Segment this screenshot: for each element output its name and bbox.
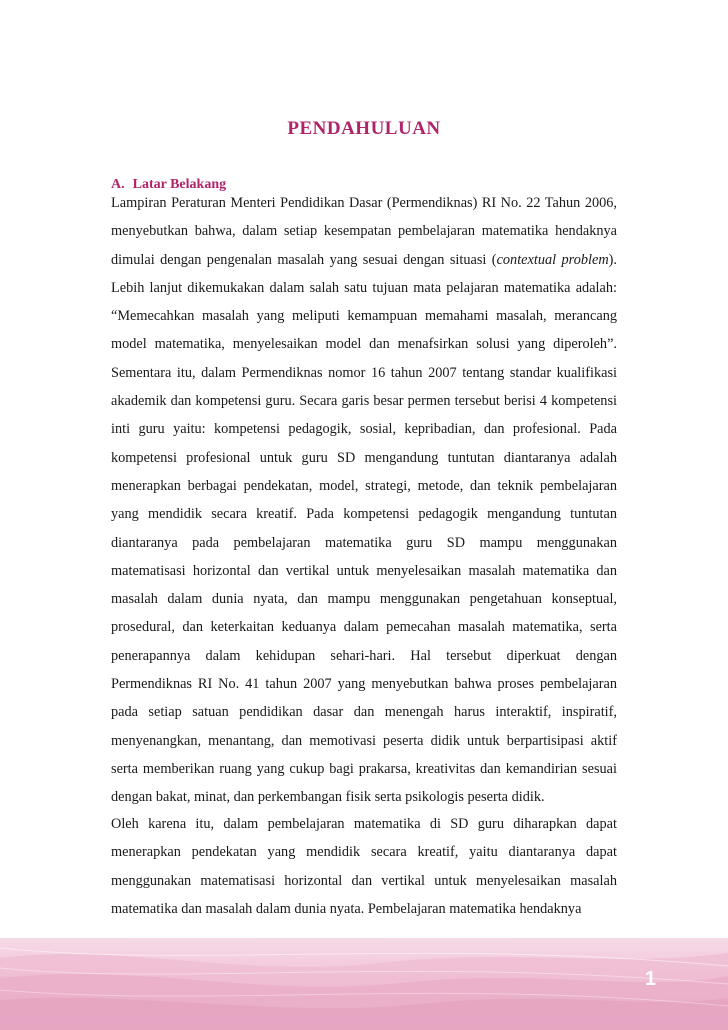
footer-wave-decoration	[0, 938, 728, 1030]
section-number: A.	[111, 177, 125, 192]
section-heading-text: Latar Belakang	[132, 177, 227, 192]
page-number: 1	[644, 968, 656, 990]
paragraph-2: Oleh karena itu, dalam pembelajaran matematika di SD guru diharapkan dapat menerapkan pendekatan yang mendidik secara kreatif, yaitu diantaranya dapat menggunakan matematisasi horizontal dan vertikal untuk menyelesaikan masalah matematika dan masalah dalam dunia nyata. Pembelajaran matematika hendaknya	[111, 816, 617, 917]
paragraph-1-italic-term: contextual problem	[496, 251, 609, 268]
paragraph-1-part-2: ). Lebih lanjut dikemukakan dalam salah satu tujuan mata pelajaran matematika adalah: “Memecahkan masalah yang meliputi kemampuan memahami masalah, merancang model matematika, menyelesaikan model dan menafsirkan solusi yang diperoleh”. Sementara itu, dalam Permendiknas nomor 16 tahun 2007 tentang standar kualifikasi akademik dan kompetensi guru. Secara garis besar permen tersebut berisi 4 kompetensi inti guru yaitu: kompetensi pedagogik, sosial, kepribadian, dan profesional. Pada kompetensi profesional untuk guru SD mengandung tuntutan diantaranya adalah menerapkan berbagai pendekatan, model, strategi, metode, dan teknik pembelajaran yang mendidik secara kreatif. Pada kompetensi pedagogik mengandung tuntutan diantaranya pada pembelajaran matematika guru SD mampu menggunakan matematisasi horizontal dan vertikal untuk menyelesaikan masalah matematika dan masalah dalam dunia nyata, dan mampu menggunakan pengetahuan konseptual, prosedural, dan keterkaitan keduanya dalam pemecahan masalah matematika, serta penerapannya dalam kehidupan sehari-hari. Hal tersebut diperkuat dengan Permendiknas RI No. 41 tahun 2007 yang menyebutkan bahwa proses pembelajaran pada setiap satuan pendidikan dasar dan menengah harus interaktif, inspiratif, menyenangkan, menantang, dan memotivasi peserta didik untuk berpartisipasi aktif serta memberikan ruang yang cukup bagi prakarsa, kreativitas dan kemandirian sesuai dengan bakat, minat, dan perkembangan fisik serta psikologis peserta didik.	[111, 251, 617, 806]
page-title: PENDAHULUAN	[287, 118, 441, 139]
paragraph-1	[111, 189, 617, 812]
footer-band	[0, 938, 728, 1030]
paragraph-1-part-1: Lampiran Peraturan Menteri Pendidikan Dasar (Permendiknas) RI No. 22 Tahun 2006, menyebutkan bahwa, dalam setiap kesempatan pembelajaran matematika hendaknya dimulai dengan pengenalan masalah yang sesuai dengan situasi (	[111, 195, 617, 268]
